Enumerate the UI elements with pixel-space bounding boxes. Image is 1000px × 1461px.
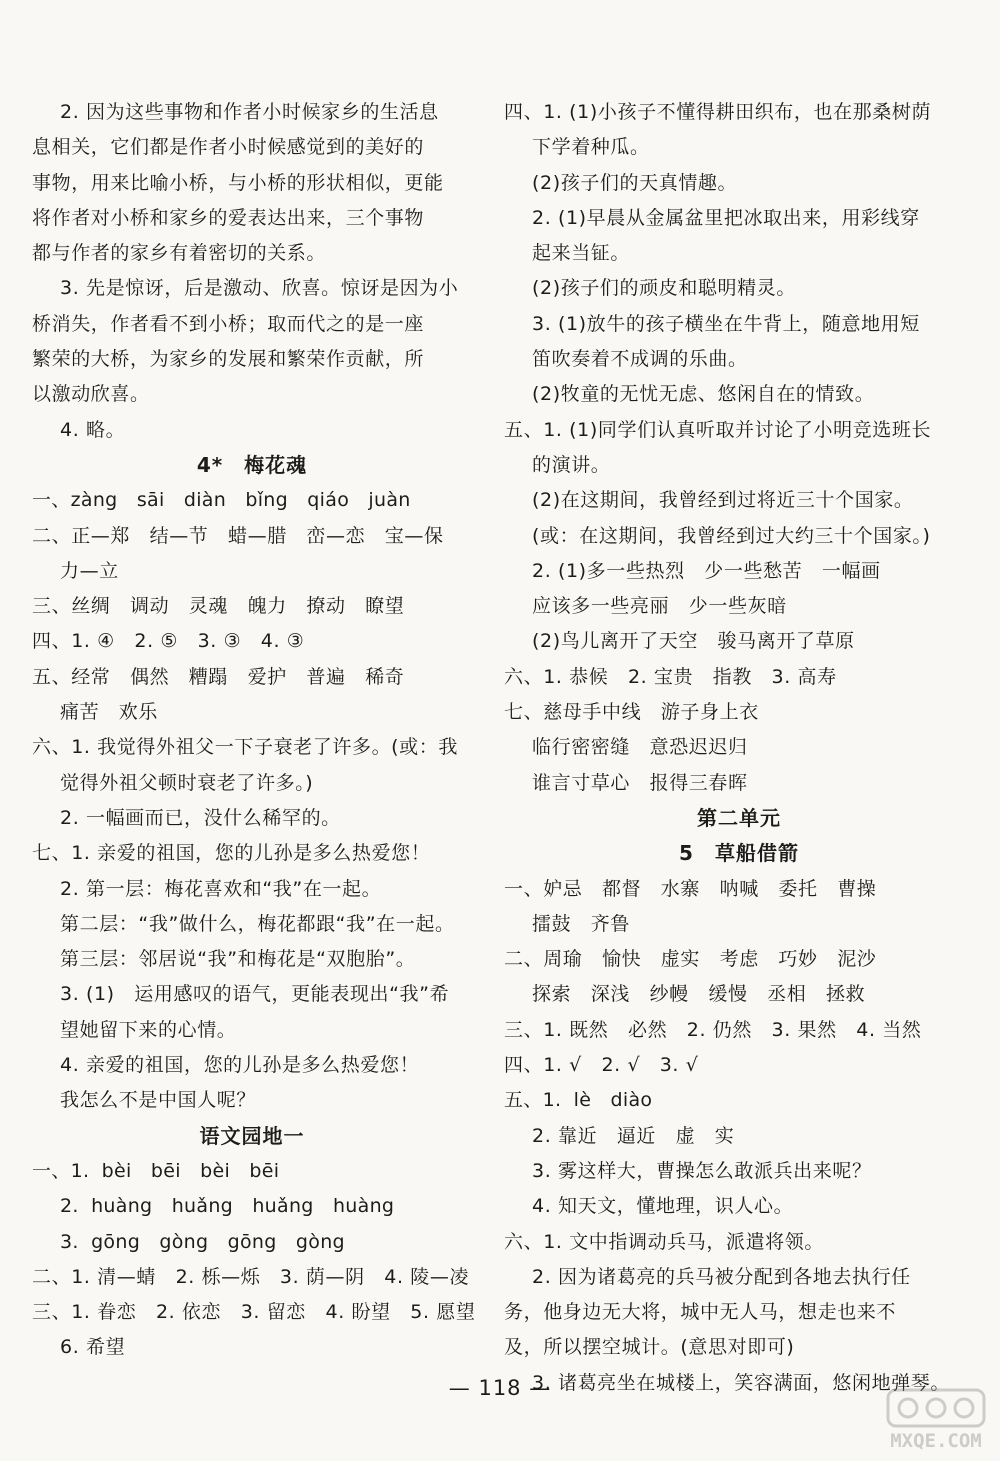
section-title: 5 草船借箭	[679, 841, 799, 866]
answer-line: 七、1. 亲爱的祖国，您的儿孙是多么热爱您！	[32, 842, 431, 865]
answer-line: 二、1. 清—蜻 2. 栎—烁 3. 荫—阴 4. 陵—凌	[32, 1265, 470, 1288]
page-number: — 118 —	[448, 1376, 552, 1400]
section-title: 4* 梅花魂	[196, 452, 308, 477]
answer-line: 2. (1)早晨从金属盆里把冰取出来，用彩线穿	[532, 206, 920, 229]
answer-line: 觉得外祖父顿时衰老了许多。)	[60, 771, 314, 794]
answer-line: 务，他身边无大将，城中无人马，想走也来不	[504, 1301, 897, 1324]
answer-line: 3. gōng gòng gōng gòng	[60, 1230, 345, 1253]
answer-line: 下学着种瓜。	[532, 136, 650, 159]
answer-line: 谁言寸草心 报得三春晖	[532, 771, 748, 794]
answer-line: 3. 雾这样大，曹操怎么敢派兵出来呢？	[532, 1159, 872, 1182]
watermark-logo-icon	[886, 1386, 986, 1430]
answer-line: 第二层：“我”做什么，梅花都跟“我”在一起。	[60, 912, 455, 935]
answer-line: 起来当钲。	[532, 242, 631, 265]
answer-line: (2)鸟儿离开了天空 骏马离开了草原	[532, 630, 855, 653]
answer-line: 一、妒忌 都督 水寨 呐喊 委托 曹操	[504, 877, 877, 900]
watermark-text: MXQE.COM	[890, 1430, 982, 1452]
answer-line: 6. 希望	[60, 1336, 126, 1359]
answer-line: 3. 先是惊讶，后是激动、欣喜。惊讶是因为小	[60, 277, 459, 300]
answer-line: (2)在这期间，我曾经到过将近三十个国家。	[532, 489, 914, 512]
answer-line: (2)孩子们的天真情趣。	[532, 171, 738, 194]
answer-line: 临行密密缝 意恐迟迟归	[532, 736, 748, 759]
answer-line: 探索 深浅 纱幔 缓慢 丞相 拯救	[532, 983, 866, 1006]
answer-line: 五、1. (1)同学们认真听取并讨论了小明竞选班长	[504, 418, 932, 441]
answer-line: 3. (1)放牛的孩子横坐在牛背上，随意地用短	[532, 312, 920, 335]
answer-line: 繁荣的大桥，为家乡的发展和繁荣作贡献，所	[32, 348, 425, 371]
answer-line: 二、周瑜 愉快 虚实 考虑 巧妙 泥沙	[504, 948, 877, 971]
answer-line: 2. 第一层：梅花喜欢和“我”在一起。	[60, 877, 382, 900]
answer-line: 及，所以摆空城计。(意思对即可)	[504, 1336, 795, 1359]
answer-line: (或：在这期间，我曾经到过大约三十个国家。)	[532, 524, 931, 547]
section-title: 第二单元	[697, 805, 781, 830]
answer-line: 四、1. (1)小孩子不懂得耕田织布，也在那桑树荫	[504, 101, 932, 123]
answer-line: 三、1. 眷恋 2. 依恋 3. 留恋 4. 盼望 5. 愿望	[32, 1301, 476, 1324]
answer-line: 力—立	[60, 559, 119, 582]
answer-line: 一、1. bèi bēi bèi bēi	[32, 1159, 280, 1182]
answer-line: 六、1. 文中指调动兵马，派遣将领。	[504, 1230, 824, 1253]
answer-line: 六、1. 我觉得外祖父一下子衰老了许多。(或：我	[32, 736, 458, 759]
answer-line: 2. 靠近 逼近 虚 实	[532, 1124, 735, 1147]
answer-line: 四、1. ④ 2. ⑤ 3. ③ 4. ③	[32, 630, 305, 653]
answer-line: 笛吹奏着不成调的乐曲。	[532, 348, 748, 371]
answer-line: 痛苦 欢乐	[60, 701, 159, 724]
answer-line: 二、正—郑 结—节 蜡—腊 峦—恋 宝—保	[32, 524, 444, 547]
answer-line: 七、慈母手中线 游子身上衣	[504, 701, 759, 724]
answer-line: 3. 诸葛亮坐在城楼上，笑容满面，悠闲地弹琴。	[532, 1371, 950, 1394]
answer-line: 都与作者的家乡有着密切的关系。	[32, 242, 327, 265]
answer-line: 4. 亲爱的祖国，您的儿孙是多么热爱您！	[60, 1054, 420, 1077]
right-column	[504, 95, 974, 1401]
answer-line: 将作者对小桥和家乡的爱表达出来，三个事物	[32, 206, 425, 229]
answer-line: 以激动欣喜。	[32, 383, 150, 406]
answer-line: 4. 略。	[60, 418, 126, 441]
watermark	[876, 1386, 996, 1456]
answer-line: 一、zàng sāi diàn bǐng qiáo juàn	[32, 489, 411, 512]
answer-line: 四、1. √ 2. √ 3. √	[504, 1054, 699, 1077]
answer-line: (2)牧童的无忧无虑、悠闲自在的情致。	[532, 383, 875, 406]
answer-line: 2. huàng huǎng huǎng huàng	[60, 1195, 395, 1218]
answer-line: 三、1. 既然 必然 2. 仍然 3. 果然 4. 当然	[504, 1018, 922, 1041]
answer-line: 息相关，它们都是作者小时候感觉到的美好的	[32, 136, 425, 159]
answer-line: 2. 因为这些事物和作者小时候家乡的生活息	[60, 101, 439, 123]
answer-line: 2. 一幅画而已，没什么稀罕的。	[60, 806, 341, 829]
answer-line: 2. 因为诸葛亮的兵马被分配到各地去执行任	[532, 1265, 911, 1288]
answer-line: 3. (1) 运用感叹的语气，更能表现出“我”希	[60, 983, 450, 1006]
left-column	[32, 95, 476, 1366]
answer-line: 擂鼓 齐鲁	[532, 912, 631, 935]
answer-line: 第三层：邻居说“我”和梅花是“双胞胎”。	[60, 948, 416, 971]
answer-line: 桥消失，作者看不到小桥；取而代之的是一座	[32, 312, 425, 335]
section-title: 语文园地一	[199, 1123, 305, 1148]
answer-line: 4. 知天文，懂地理，识人心。	[532, 1195, 794, 1218]
answer-line: 六、1. 恭候 2. 宝贵 指教 3. 高寿	[504, 665, 837, 688]
answer-line: (2)孩子们的顽皮和聪明精灵。	[532, 277, 796, 300]
answer-line: 2. (1)多一些热烈 少一些愁苦 一幅画	[532, 559, 881, 582]
answer-line: 的演讲。	[532, 453, 611, 476]
answer-line: 我怎么不是中国人呢？	[60, 1089, 257, 1112]
answer-line: 望她留下来的心情。	[60, 1018, 237, 1041]
answer-line: 应该多一些亮丽 少一些灰暗	[532, 595, 787, 618]
answer-line: 五、1. lè diào	[504, 1089, 653, 1112]
answer-line: 五、经常 偶然 糟蹋 爱护 普遍 稀奇	[32, 665, 405, 688]
answer-line: 事物，用来比喻小桥，与小桥的形状相似，更能	[32, 171, 444, 194]
answer-line: 三、丝绸 调动 灵魂 魄力 撩动 瞭望	[32, 595, 405, 618]
